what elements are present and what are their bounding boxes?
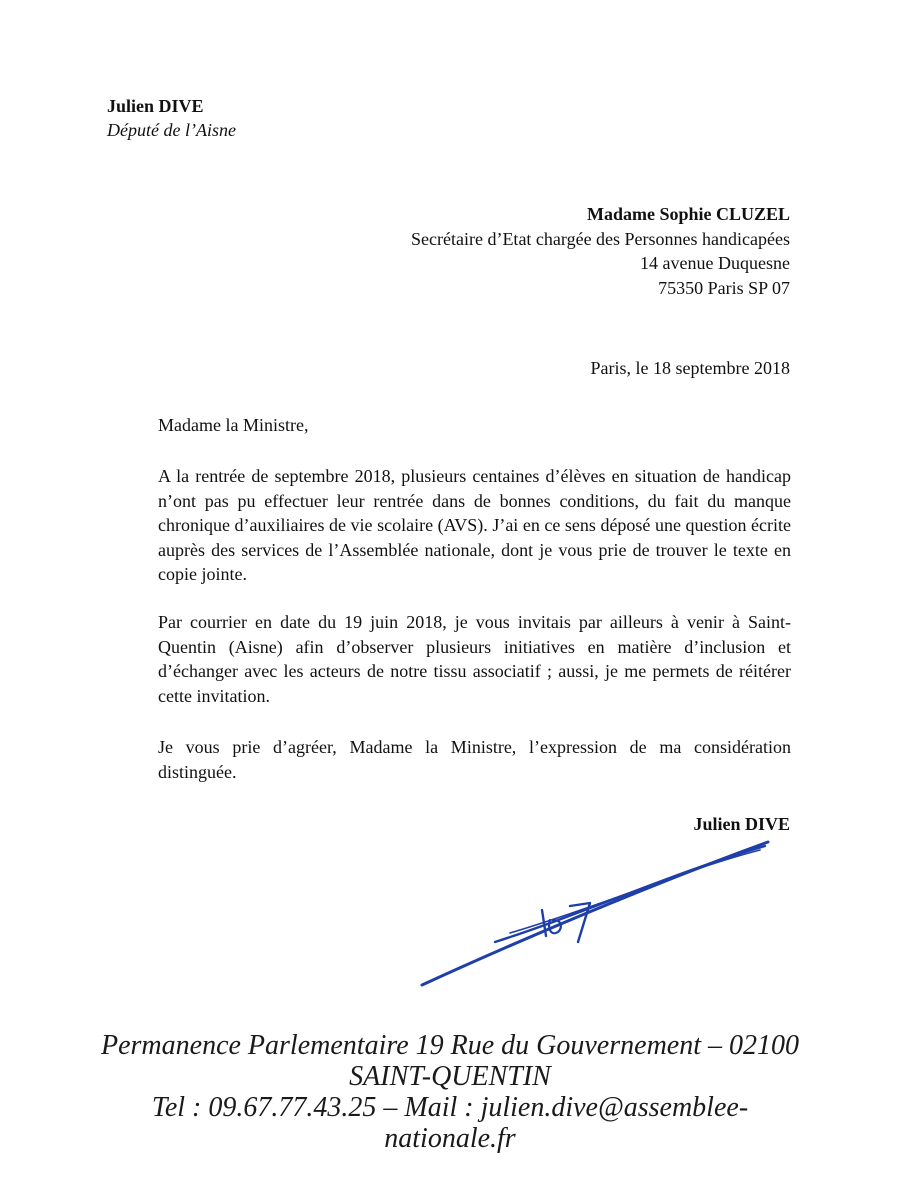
footer-address-line-1: Permanence Parlementaire 19 Rue du Gouvernement – 02100 [101, 1030, 799, 1061]
footer-contact-line-2: nationale.fr [384, 1123, 516, 1154]
recipient-title: Secrétaire d’Etat chargée des Personnes handicapées [411, 228, 790, 249]
signature-strokes [422, 842, 768, 985]
footer-address-line-2: SAINT-QUENTIN [349, 1061, 551, 1092]
signer-name: Julien DIVE [693, 814, 790, 834]
salutation-text: Madame la Ministre, [158, 415, 309, 435]
recipient-name: Madame Sophie CLUZEL [586, 204, 790, 224]
body-paragraph-1 [158, 464, 791, 587]
handwritten-signature [400, 830, 800, 1000]
body-paragraph-2 [158, 610, 791, 708]
footer-contact [60, 1030, 840, 1154]
salutation [158, 413, 791, 438]
sender-role: Député de l’Aisne [107, 120, 236, 140]
sender-block [107, 94, 236, 142]
footer-contact-line-1: Tel : 09.67.77.43.25 – Mail : julien.dive@assemblee- [151, 1092, 749, 1123]
recipient-city: 75350 Paris SP 07 [658, 277, 790, 298]
recipient-street: 14 avenue Duquesne [640, 253, 790, 273]
paragraph-1-text: A la rentrée de septembre 2018, plusieurs centaines d’élèves en situation de handicap n’ont pas pu effectuer leur rentrée dans de bonnes conditions, du fait du manque chronique d’auxiliaires de vie scolaire (AVS). J’ai en ce sens déposé une question écrite auprès des services de l’Assemblée nationale, dont je vous prie de trouver le texte en copie jointe. [158, 466, 791, 584]
sender-name: Julien DIVE [107, 96, 204, 116]
paragraph-2-text: Par courrier en date du 19 juin 2018, je vous invitais par ailleurs à venir à Saint-Quentin (Aisne) afin d’observer plusieurs initiatives en matière d’inclusion et d’échanger avec les acteurs de notre tissu associatif ; aussi, je me permets de réitérer cette invitation. [158, 612, 791, 706]
letter-date: Paris, le 18 septembre 2018 [590, 358, 790, 378]
closing-text: Je vous prie d’agréer, Madame la Ministre, l’expression de ma considération distinguée. [158, 737, 791, 782]
closing-formula [158, 735, 791, 784]
recipient-block [411, 202, 790, 300]
